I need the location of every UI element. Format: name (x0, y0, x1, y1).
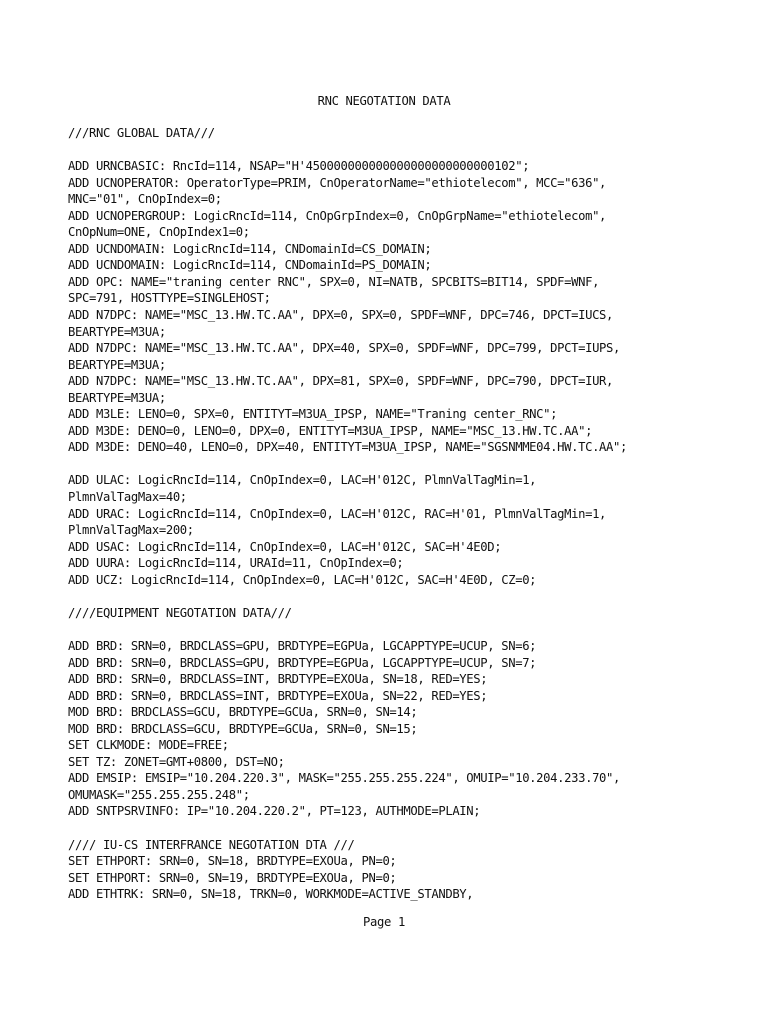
text-line: ///RNC GLOBAL DATA/// (68, 126, 215, 140)
text-line: BEARTYPE=M3UA; (68, 357, 166, 372)
text-line: ADD UCZ: LogicRncId=114, CnOpIndex=0, LAC=H'012C, SAC=H'4E0D, CZ=0; (68, 572, 537, 587)
text-line: ADD EMSIP: EMSIP="10.204.220.3", MASK="255.255.255.224", OMUIP="10.204.233.70", (68, 771, 621, 786)
text-line: ADD BRD: SRN=0, BRDCLASS=INT, BRDTYPE=EXOUa, SN=22, RED=YES; (68, 688, 488, 703)
text-line: SET ETHPORT: SRN=0, SN=18, BRDTYPE=EXOUa, PN=0; (68, 854, 397, 869)
text-line: ADD BRD: SRN=0, BRDCLASS=GPU, BRDTYPE=EGPUa, LGCAPPTYPE=UCUP, SN=6; (68, 638, 537, 653)
text-line: MNC="01", CnOpIndex=0; (68, 192, 222, 207)
text-line: BEARTYPE=M3UA; (68, 390, 166, 405)
blank-line (68, 456, 748, 473)
text-line: SET TZ: ZONET=GMT+0800, DST=NO; (68, 754, 285, 769)
document-body (68, 125, 748, 903)
text-line: MOD BRD: BRDCLASS=GCU, BRDTYPE=GCUa, SRN=0, SN=14; (68, 705, 418, 720)
text-line: ADD M3LE: LENO=0, SPX=0, ENTITYT=M3UA_IPSP, NAME="Traning center_RNC"; (68, 407, 558, 422)
text-line: ADD ULAC: LogicRncId=114, CnOpIndex=0, LAC=H'012C, PlmnValTagMin=1, (68, 473, 537, 488)
text-line: PlmnValTagMax=40; (68, 490, 187, 505)
blank-line (68, 621, 748, 638)
blank-line (68, 820, 748, 837)
text-line: ADD URNCBASIC: RncId=114, NSAP="H'450000000000000000000000000102"; (68, 159, 530, 174)
document-title: RNC NEGOTATION DATA (317, 94, 451, 108)
blank-line (68, 142, 748, 159)
text-line: ADD SNTPSRVINFO: IP="10.204.220.2", PT=123, AUTHMODE=PLAIN; (68, 804, 481, 819)
text-line: MOD BRD: BRDCLASS=GCU, BRDTYPE=GCUa, SRN=0, SN=15; (68, 721, 418, 736)
text-line: ADD UCNOPERGROUP: LogicRncId=114, CnOpGrpIndex=0, CnOpGrpName="ethiotelecom", (68, 208, 607, 223)
page-number: Page 1 (363, 915, 405, 929)
text-line: //// IU-CS INTERFRANCE NEGOTATION DTA /// (68, 837, 355, 852)
blank-line (68, 588, 748, 605)
text-line: ADD OPC: NAME="traning center RNC", SPX=0, NI=NATB, SPCBITS=BIT14, SPDF=WNF, (68, 274, 600, 289)
text-line: ADD BRD: SRN=0, BRDCLASS=GPU, BRDTYPE=EGPUa, LGCAPPTYPE=UCUP, SN=7; (68, 655, 537, 670)
text-line: OMUMASK="255.255.255.248"; (68, 787, 250, 802)
text-line: ADD M3DE: DENO=0, LENO=0, DPX=0, ENTITYT=M3UA_IPSP, NAME="MSC_13.HW.TC.AA"; (68, 423, 593, 438)
text-line: ADD BRD: SRN=0, BRDCLASS=INT, BRDTYPE=EXOUa, SN=18, RED=YES; (68, 672, 488, 687)
text-line: ADD N7DPC: NAME="MSC_13.HW.TC.AA", DPX=0, SPX=0, SPDF=WNF, DPC=746, DPCT=IUCS, (68, 308, 614, 323)
text-line: ADD M3DE: DENO=40, LENO=0, DPX=40, ENTITYT=M3UA_IPSP, NAME="SGSNMME04.HW.TC.AA"; (68, 440, 628, 455)
text-line: BEARTYPE=M3UA; (68, 324, 166, 339)
text-line: SET CLKMODE: MODE=FREE; (68, 738, 229, 753)
text-line: ADD UCNOPERATOR: OperatorType=PRIM, CnOperatorName="ethiotelecom", MCC="636", (68, 175, 607, 190)
text-line: ADD UCNDOMAIN: LogicRncId=114, CNDomainId=PS_DOMAIN; (68, 258, 432, 273)
text-line: ADD N7DPC: NAME="MSC_13.HW.TC.AA", DPX=81, SPX=0, SPDF=WNF, DPC=790, DPCT=IUR, (68, 374, 614, 389)
text-line: SET ETHPORT: SRN=0, SN=19, BRDTYPE=EXOUa, PN=0; (68, 870, 397, 885)
text-line: ADD ETHTRK: SRN=0, SN=18, TRKN=0, WORKMODE=ACTIVE_STANDBY, (68, 887, 474, 902)
text-line: ////EQUIPMENT NEGOTATION DATA/// (68, 605, 292, 620)
text-line: ADD N7DPC: NAME="MSC_13.HW.TC.AA", DPX=40, SPX=0, SPDF=WNF, DPC=799, DPCT=IUPS, (68, 341, 621, 356)
text-line: ADD USAC: LogicRncId=114, CnOpIndex=0, LAC=H'012C, SAC=H'4E0D; (68, 539, 502, 554)
text-line: PlmnValTagMax=200; (68, 523, 194, 538)
text-line: SPC=791, HOSTTYPE=SINGLEHOST; (68, 291, 271, 306)
text-line: ADD UURA: LogicRncId=114, URAId=11, CnOpIndex=0; (68, 556, 404, 571)
text-line: ADD URAC: LogicRncId=114, CnOpIndex=0, LAC=H'012C, RAC=H'01, PlmnValTagMin=1, (68, 506, 607, 521)
text-line: CnOpNum=ONE, CnOpIndex1=0; (68, 225, 250, 240)
text-line: ADD UCNDOMAIN: LogicRncId=114, CNDomainId=CS_DOMAIN; (68, 241, 432, 256)
